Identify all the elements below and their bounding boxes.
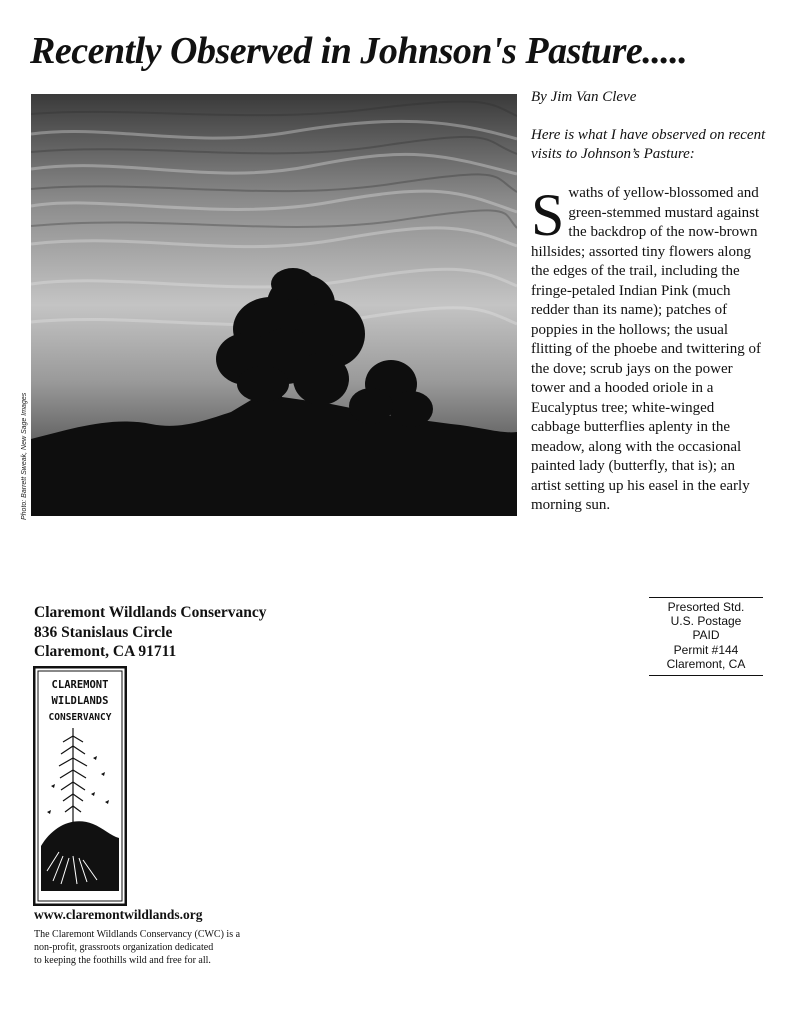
intro-text: Here is what I have observed on recent visits to Johnson’s Pasture: <box>531 127 766 162</box>
conservancy-logo <box>33 666 127 906</box>
photo-credit: Photo: Barrett Sweak, New Sage Images <box>21 392 28 520</box>
article-photo <box>31 94 517 516</box>
return-address-line: Claremont Wildlands Conservancy <box>34 604 267 621</box>
about-text: The Claremont Wildlands Conservancy (CWC) is a non-profit, grassroots organization dedicated to keeping the foothills wild and free for all. <box>34 929 241 966</box>
return-address-line: Claremont, CA 91711 <box>34 643 177 660</box>
byline: By Jim Van Cleve <box>531 89 637 105</box>
logo-line: CLAREMONT <box>51 679 109 691</box>
return-address-line: 836 Stanislaus Circle <box>34 623 173 641</box>
article-title: Recently Observed in Johnson's Pasture..... <box>30 30 688 72</box>
article-body <box>531 184 767 516</box>
logo-line: WILDLANDS <box>51 695 109 707</box>
website-link[interactable]: www.claremontwildlands.org <box>34 907 203 922</box>
indicia-line: Claremont, CA <box>666 656 746 671</box>
article-body-text: waths of yellow-blossomed and green-stemmed mustard against the backdrop of the now-brown hillsides; assorted tiny flowers along the edges of the trail, including the fringe-petaled Indian Pink (much redder than its name); patches of poppies in the hollows; the usual flitting of the phoebe and twittering of the dove; scrub jays on the power tower and a hooded oriole in a Eucalyptus tree; white-winged cabbage butterflies aplenty in the meadow, along with the occasional painted lady (butterfly, that is); an artist setting up his easel in the early morning sun. <box>531 185 761 513</box>
return-address <box>34 603 334 662</box>
indicia-line: Presorted Std. <box>667 600 745 614</box>
indicia-line: PAID <box>692 628 720 643</box>
indicia-line: U.S. Postage <box>670 614 742 629</box>
logo-line: CONSERVANCY <box>48 712 112 723</box>
indicia-line: Permit #144 <box>673 642 739 657</box>
postage-indicia <box>649 597 763 676</box>
drop-cap: S <box>531 182 565 248</box>
